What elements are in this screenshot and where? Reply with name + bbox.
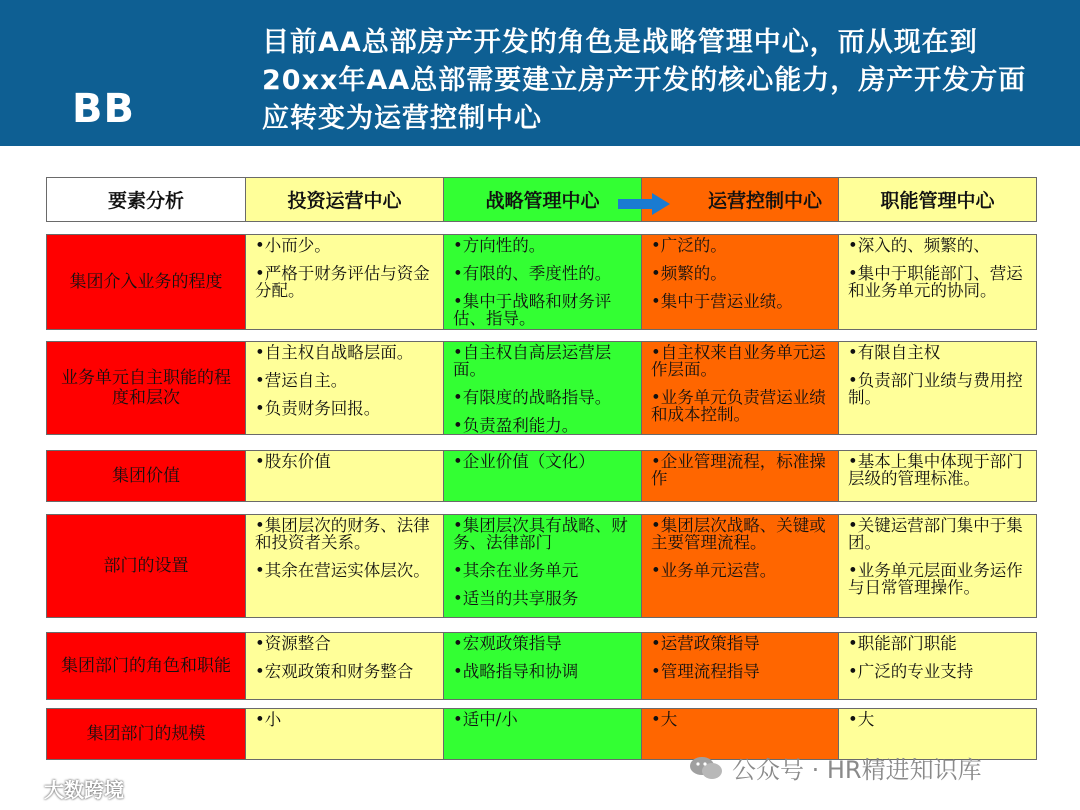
corner-logo-icon	[12, 779, 40, 799]
cell-investment	[245, 234, 444, 330]
row-label: 部门的设置	[46, 514, 246, 618]
cell-functional	[838, 341, 1037, 435]
bullet-item: •集中于战略和财务评估、指导。	[453, 292, 612, 328]
bullet-item: •集团层次的财务、法律和投资者关系。	[255, 516, 430, 552]
bullet-item: •有限自主权	[848, 343, 941, 362]
cell-strategy	[443, 632, 642, 700]
cell-investment	[245, 514, 444, 618]
slide-title: 目前AA总部房产开发的角色是战略管理中心，而从现在到20xx年AA总部需要建立房产开发的核心能力，房产开发方面应转变为运营控制中心	[262, 27, 1027, 134]
cell-functional	[838, 234, 1037, 330]
bullet-item: •小	[255, 710, 282, 729]
bullet-item: •关键运营部门集中于集团。	[848, 516, 1023, 552]
bullet-item: •其余在营运实体层次。	[255, 561, 430, 580]
arrow-right-icon	[618, 193, 670, 215]
bullet-item: •战略指导和协调	[453, 662, 579, 681]
bullet-item: •严格于财务评估与资金分配。	[255, 264, 430, 300]
bullet-item: •方向性的。	[453, 236, 546, 255]
brand-logo: BB	[72, 86, 135, 132]
wechat-icon	[688, 755, 724, 781]
cell-strategy	[443, 234, 642, 330]
bullet-item: •大	[651, 710, 678, 729]
row-label: 集团介入业务的程度	[46, 234, 246, 330]
bullet-item: •自主权自战略层面。	[255, 343, 414, 362]
bullet-item: •适当的共享服务	[453, 589, 579, 608]
bullet-item: •业务单元负责营运业绩和成本控制。	[651, 388, 826, 424]
bullet-item: •频繁的。	[651, 264, 727, 283]
bullet-item: •营运自主。	[255, 371, 348, 390]
bullet-item: •企业管理流程，标准操作	[651, 452, 826, 488]
corner-header: 要素分析	[46, 177, 246, 222]
watermark	[688, 750, 982, 785]
watermark-text: 公众号 · HR精进知识库	[732, 756, 982, 784]
row-label: 集团价值	[46, 450, 246, 502]
cell-investment	[245, 450, 444, 502]
bullet-item: •资源整合	[255, 634, 331, 653]
corner-logo-text: 大数跨境	[44, 778, 124, 802]
cell-investment	[245, 632, 444, 700]
cell-operations	[641, 341, 839, 435]
row-label: 集团部门的规模	[46, 708, 246, 760]
cell-investment	[245, 708, 444, 760]
bullet-item: •负责部门业绩与费用控制。	[848, 371, 1023, 407]
cell-strategy	[443, 708, 642, 760]
corner-logo	[12, 774, 124, 803]
cell-strategy	[443, 514, 642, 618]
bullet-item: •自主权来自业务单元运作层面。	[651, 343, 826, 379]
bullet-item: •宏观政策和财务整合	[255, 662, 414, 681]
bullet-item: •管理流程指导	[651, 662, 760, 681]
bullet-item: •适中/小	[453, 710, 518, 729]
cell-strategy	[443, 450, 642, 502]
cell-operations	[641, 450, 839, 502]
bullet-item: •广泛的专业支持	[848, 662, 974, 681]
slide-header	[0, 0, 1080, 146]
bullet-item: •集团层次具有战略、财务、法律部门	[453, 516, 628, 552]
column-header-operations: 运营控制中心	[641, 177, 839, 222]
cell-operations	[641, 632, 839, 700]
bullet-item: •股东价值	[255, 452, 331, 471]
bullet-item: •业务单元运营。	[651, 561, 777, 580]
row-label: 业务单元自主职能的程度和层次	[46, 341, 246, 435]
bullet-item: •广泛的。	[651, 236, 727, 255]
bullet-item: •基本上集中体现于部门层级的管理标准。	[848, 452, 1023, 488]
column-header-investment: 投资运营中心	[245, 177, 444, 222]
cell-operations	[641, 514, 839, 618]
cell-functional	[838, 514, 1037, 618]
bullet-item: •有限的、季度性的。	[453, 264, 612, 283]
row-label: 集团部门的角色和职能	[46, 632, 246, 700]
bullet-item: •集中于职能部门、营运和业务单元的协同。	[848, 264, 1023, 300]
cell-operations	[641, 234, 839, 330]
column-header-functional: 职能管理中心	[838, 177, 1037, 222]
column-header-strategy: 战略管理中心	[443, 177, 642, 222]
bullet-item: •深入的、频繁的、	[848, 236, 990, 255]
bullet-item: •负责盈利能力。	[453, 416, 579, 435]
bullet-item: •宏观政策指导	[453, 634, 562, 653]
cell-functional	[838, 632, 1037, 700]
bullet-item: •自主权自高层运营层面。	[453, 343, 612, 379]
cell-functional	[838, 450, 1037, 502]
cell-investment	[245, 341, 444, 435]
bullet-item: •集中于营运业绩。	[651, 292, 793, 311]
bullet-item: •有限度的战略指导。	[453, 388, 612, 407]
cell-strategy	[443, 341, 642, 435]
bullet-item: •业务单元层面业务运作与日常管理操作。	[848, 561, 1023, 597]
bullet-item: •运营政策指导	[651, 634, 760, 653]
bullet-item: •职能部门职能	[848, 634, 957, 653]
bullet-item: •集团层次战略、关键或主要管理流程。	[651, 516, 826, 552]
bullet-item: •小而少。	[255, 236, 331, 255]
bullet-item: •企业价值（文化）	[453, 452, 595, 471]
bullet-item: •其余在业务单元	[453, 561, 579, 580]
bullet-item: •负责财务回报。	[255, 399, 381, 418]
bullet-item: •大	[848, 710, 875, 729]
